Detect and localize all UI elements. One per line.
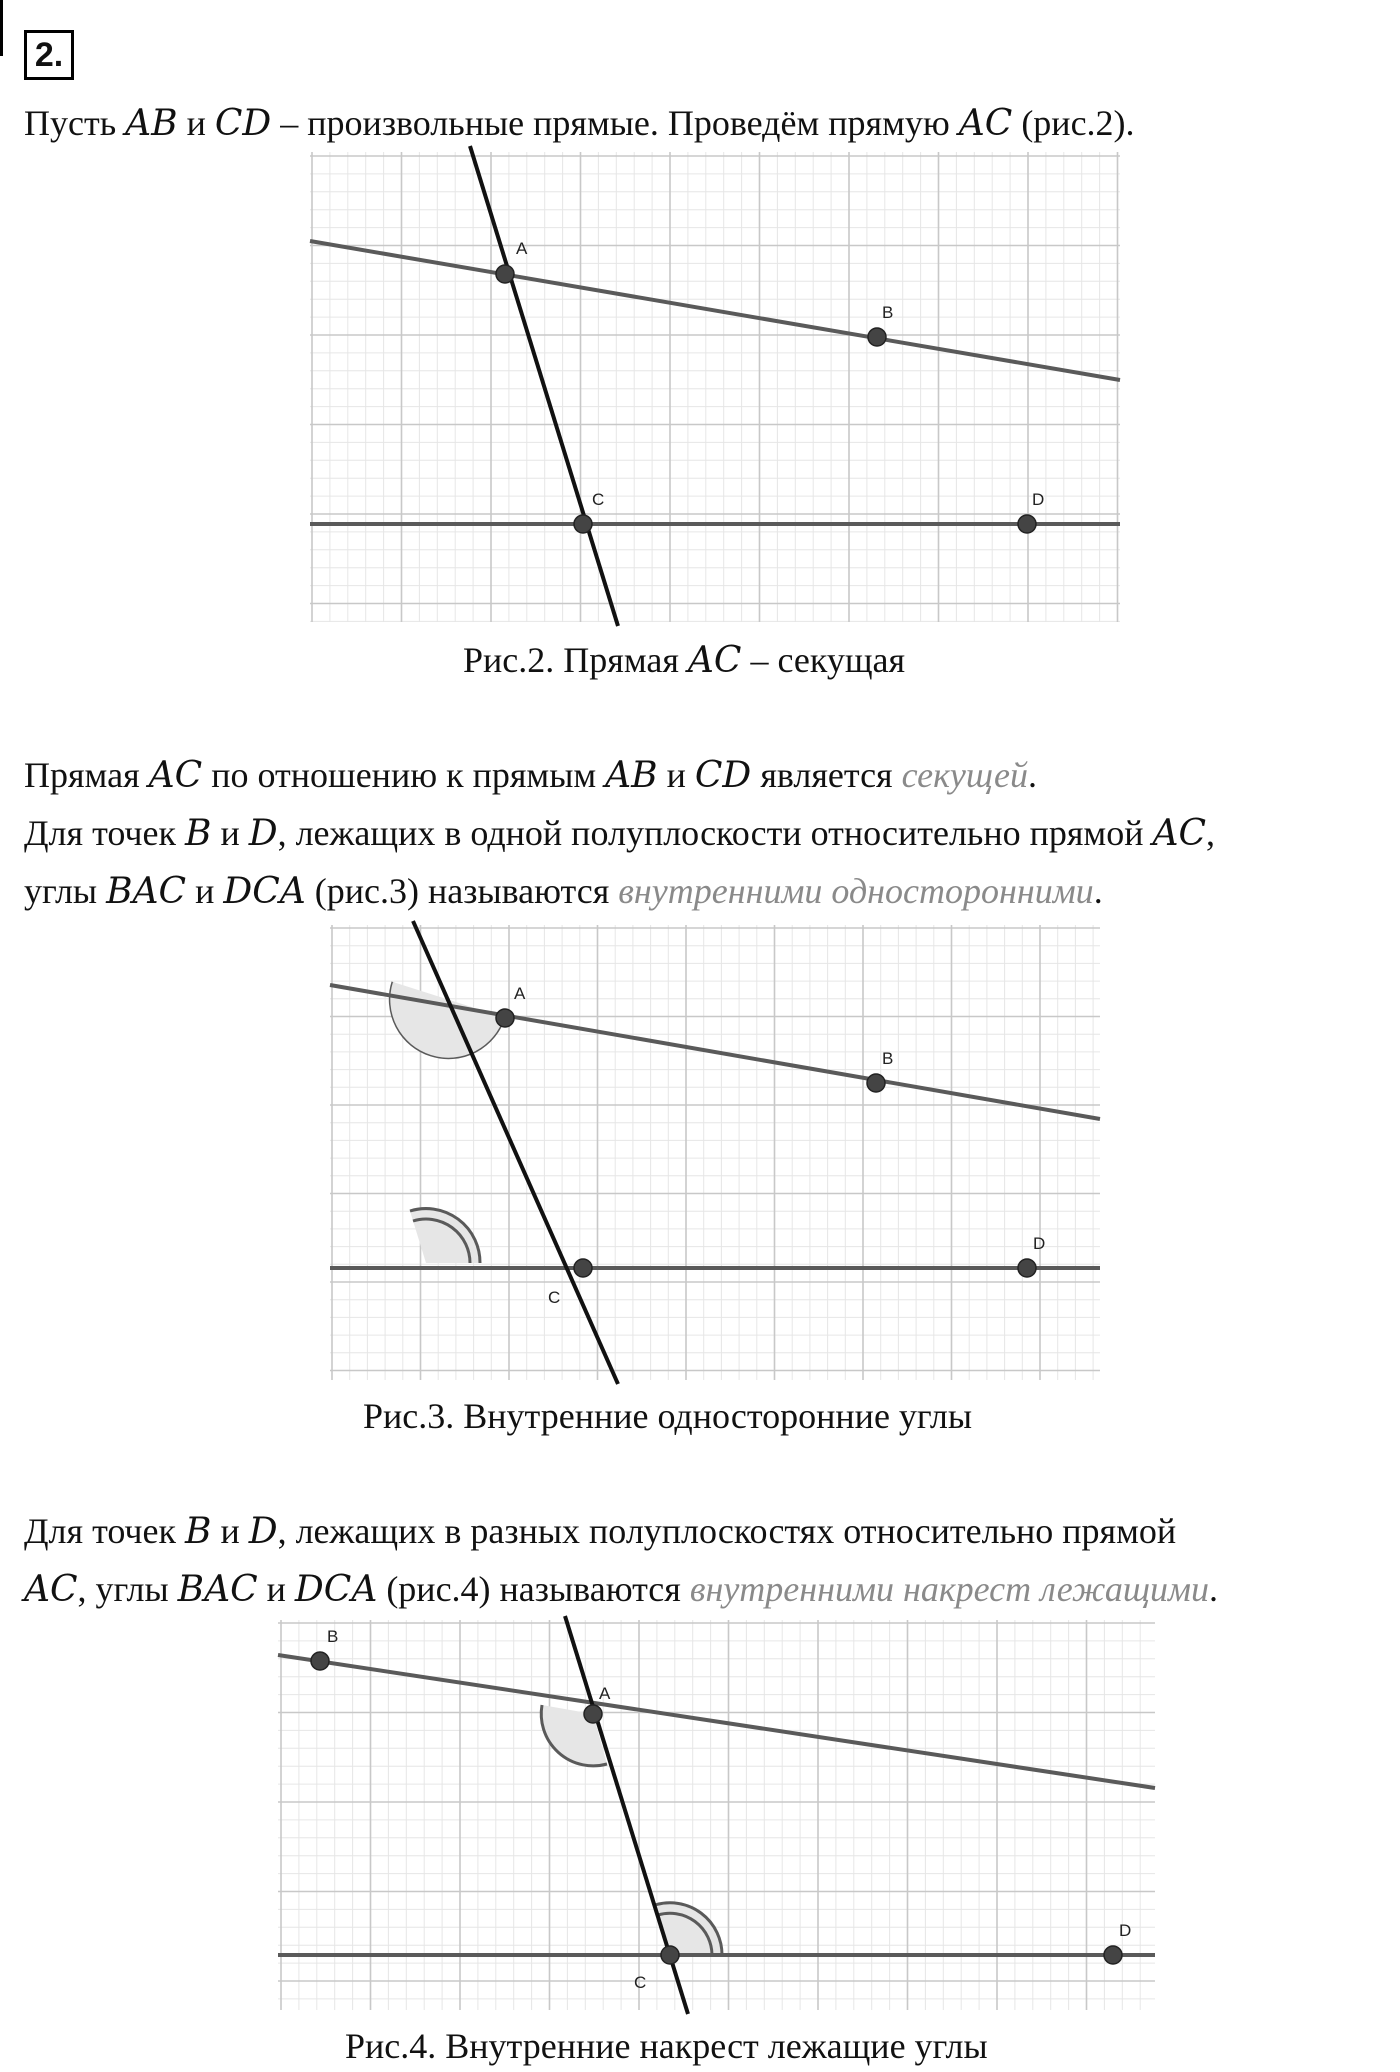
text: и [657, 755, 695, 795]
label-d: D [1033, 1234, 1046, 1253]
math-ac: AC [1152, 813, 1207, 854]
point-a [584, 1705, 602, 1723]
math-ac: AC [958, 103, 1013, 144]
paragraph-same-side-2 [24, 862, 1103, 921]
math-dca: DCA [294, 1569, 378, 1610]
transversal-ac [470, 146, 618, 626]
math-ac: AC [148, 755, 203, 796]
grid-major [310, 152, 1120, 622]
problem-number: 2. [24, 30, 74, 80]
figure-2-caption [463, 638, 905, 683]
text: и [257, 1569, 295, 1609]
math-d: D [248, 813, 278, 854]
point-d [1018, 1259, 1036, 1277]
label-c: C [592, 490, 605, 509]
text: углы [24, 871, 107, 911]
paragraph-alternate-1 [24, 1502, 1176, 1561]
text: является [751, 755, 902, 795]
text: , [1206, 813, 1216, 853]
text: и [177, 103, 215, 143]
point-c [661, 1946, 679, 1964]
figure-4-diagram [278, 1620, 1155, 2010]
text: и [186, 871, 224, 911]
label-a: A [516, 239, 528, 258]
label-b: B [882, 1049, 894, 1068]
text: по отношению к прямым [202, 755, 606, 795]
text: Рис.2. Прямая [463, 640, 688, 680]
line-ab [278, 1655, 1155, 1788]
intro-paragraph [24, 94, 1135, 153]
figure-3-caption: Рис.3. Внутренние односторонние углы [363, 1396, 973, 1436]
page-edge-marker [0, 0, 3, 56]
text: – произвольные прямые. Проведём прямую [271, 103, 959, 143]
text: и [211, 813, 249, 853]
label-d: D [1119, 1921, 1132, 1940]
grid-minor [310, 152, 1120, 622]
point-c [574, 515, 592, 533]
text: , лежащих в разных полуплоскостях относительно прямой [277, 1511, 1177, 1551]
math-ab: AB [605, 755, 658, 796]
text: Для точек [24, 1511, 185, 1551]
text: , лежащих в одной полуплоскости относительно прямой [277, 813, 1153, 853]
figure-3-diagram [330, 925, 1100, 1380]
math-b: B [184, 813, 212, 854]
math-d: D [248, 1511, 278, 1552]
math-b: B [184, 1511, 212, 1552]
paragraph-secant [24, 746, 1037, 805]
label-a: A [599, 1684, 611, 1703]
text: (рис.3) называются [305, 871, 619, 911]
label-c: C [634, 1973, 647, 1992]
text: , углы [77, 1569, 178, 1609]
label-b: B [882, 303, 894, 322]
line-ab [310, 241, 1120, 380]
label-d: D [1032, 490, 1045, 509]
text: (рис.2). [1012, 103, 1135, 143]
point-c [574, 1259, 592, 1277]
point-d [1018, 515, 1036, 533]
point-b [867, 1074, 885, 1092]
point-d [1104, 1946, 1122, 1964]
point-b [311, 1652, 329, 1670]
label-c: C [548, 1288, 561, 1307]
math-bac: BAC [106, 871, 187, 912]
text: . [1208, 1569, 1218, 1609]
text: Прямая [24, 755, 149, 795]
text: Для точек [24, 813, 185, 853]
text: – секущая [741, 640, 906, 680]
math-ab: AB [125, 103, 178, 144]
point-a [496, 1009, 514, 1027]
math-dca: DCA [223, 871, 306, 912]
paragraph-same-side-1 [24, 804, 1215, 863]
text: Пусть [24, 103, 126, 143]
math-cd: CD [214, 103, 272, 144]
figure-2-diagram [310, 152, 1120, 622]
figure-4-caption: Рис.4. Внутренние накрест лежащие углы [345, 2026, 988, 2066]
term-secant: секущей [901, 755, 1028, 795]
label-b: B [327, 1627, 339, 1646]
term-same-side-interior: внутренними односторонними [618, 871, 1094, 911]
math-cd: CD [694, 755, 752, 796]
math-bac: BAC [177, 1569, 258, 1610]
label-a: A [514, 984, 526, 1003]
math-ac: AC [24, 1569, 78, 1610]
math-ac: AC [687, 640, 742, 681]
text: . [1093, 871, 1103, 911]
text: (рис.4) называются [377, 1569, 690, 1609]
paragraph-alternate-2 [24, 1560, 1218, 1619]
point-b [868, 328, 886, 346]
term-alternate-interior: внутренними накрест лежащими [689, 1569, 1209, 1609]
text: . [1027, 755, 1037, 795]
text: и [211, 1511, 249, 1551]
point-a [496, 265, 514, 283]
